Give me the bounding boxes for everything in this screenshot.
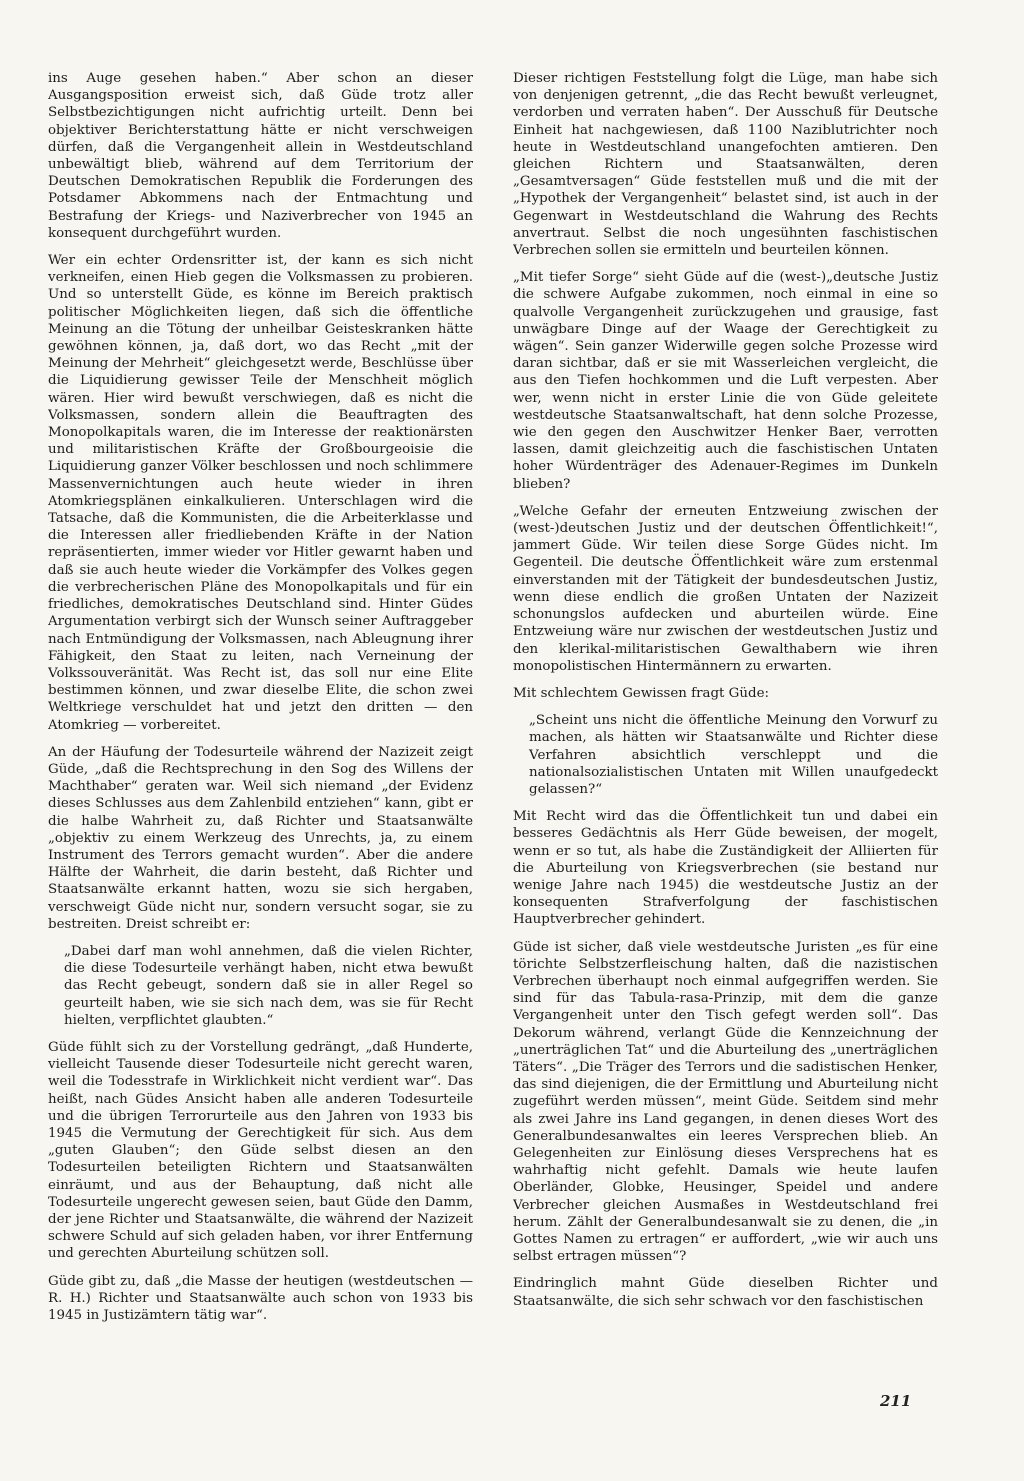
left-column xyxy=(48,70,473,1410)
paragraph: Eindringlich mahnt Güde dieselben Richter und Staatsanwälte, die sich sehr schwach vor den faschistischen xyxy=(513,1276,938,1309)
paragraph: „Mit tiefer Sorge“ sieht Güde auf die (west-)„deutsche Justiz die schwere Aufgabe zukommen, noch einmal in eine so qualvolle Vergangenheit zurückzugehen und grausige, fast unwägbare Dinge auf der Waage der Gerechtigkeit zu wägen“. Sein ganzer Widerwille gegen solche Prozesse wird daran sichtbar, daß er sie mit Wasserleichen vergleicht, die aus den Tiefen hochkommen und die Luft verpesten. Aber wer, wenn nicht in erster Linie die von Güde geleitete westdeutsche Staatsanwaltschaft, hat denn solche Prozesse, wie den gegen den Auschwitzer Henker Baer, verrotten lassen, damit gleichzeitig auch die faschistischen Untaten hoher Würdenträger des Adenauer-Regimes im Dunkeln blieben? xyxy=(513,270,938,492)
paragraph: Wer ein echter Ordensritter ist, der kann es sich nicht verkneifen, einen Hieb gegen die Volksmassen zu probieren. Und so unterstellt Güde, es könne im Bereich praktisch politischer Möglichkeiten liegen, daß sich die öffentliche Meinung an die Tötung der unheilbar Geisteskranken hätte gewöhnen können, ja, daß dort, wo das Recht „mit der Meinung der Mehrheit“ gleichgesetzt werde, Beschlüsse über die Liquidierung gewisser Teile der Menschheit möglich wären. Hier wird bewußt verschwiegen, daß es nicht die Volksmassen, sondern allein die Beauftragten des Monopolkapitals waren, die im Interesse der reaktionärsten und militaristischen Kräfte der Großbourgeoisie die Liquidierung ganzer Völker beschlossen und noch schlimmere Massenvernichtungen auch heute wieder in ihren Atomkriegsplänen einkalkulieren. Unterschlagen wird die Tatsache, daß die Kommunisten, die die Arbeiterklasse und die Interessen aller friedliebenden Kräfte in der Nation repräsentierten, immer wieder vor Hitler gewarnt haben und daß sie auch heute wieder die Vorkämpfer des Volkes gegen die verbrecherischen Pläne des Monopolkapitals und für ein friedliches, demokratisches Deutschland sind. Hinter Güdes Argumentation verbirgt sich der Wunsch seiner Auftraggeber nach Entmündigung der Volksmassen, nach Ableugnung ihrer Fähigkeit, den Staat zu leiten, nach Verneinung der Volkssouveränität. Was Recht ist, das soll nur eine Elite bestimmen können, und zwar dieselbe Elite, die schon zwei Weltkriege verschuldet hat und jetzt den dritten — den Atomkrieg — vorbereitet. xyxy=(48,253,473,733)
paragraph: Mit Recht wird das die Öffentlichkeit tun und dabei ein besseres Gedächtnis als Herr Güde beweisen, der mogelt, wenn er so tut, als habe die Zuständigkeit der Alliierten für die Aburteilung von Kriegsverbrechen (sie bestand nur wenige Jahre nach 1945) die westdeutsche Justiz an der konsequenten Strafverfolgung der faschistischen Hauptverbrecher gehindert. xyxy=(513,809,938,928)
block-quote: „Scheint uns nicht die öffentliche Meinung den Vorwurf zu machen, als hätten wir Staatsanwälte und Richter diese Verfahren absichtlich verschleppt und die nationalsozialistischen Untaten mit Willen unaufgedeckt gelassen?“ xyxy=(529,713,938,797)
paragraph: Güde ist sicher, daß viele westdeutsche Juristen „es für eine törichte Selbstzerfleischung halten, daß die nazistischen Verbrechen überhaupt noch einmal aufgegriffen werden. Sie sind für das Tabula-rasa-Prinzip, mit dem die ganze Vergangenheit unter den Tisch gefegt werden soll“. Das Dekorum während, verlangt Güde die Kennzeichnung der „unerträglichen Tat“ und die Aburteilung des „unerträglichen Täters“. „Die Träger des Terrors und die sadistischen Henker, das sind diejenigen, die der Ermittlung und Aburteilung nicht zugeführt werden müssen“, meint Güde. Seitdem sind mehr als zwei Jahre ins Land gegangen, in denen dieses Wort des Generalbundesanwaltes ein leeres Versprechen blieb. An Gelegenheiten zur Einlösung dieses Versprechens hat es wahrhaftig nicht gefehlt. Damals wie heute laufen Oberländer, Globke, Heusinger, Speidel und andere Verbrecher gleichen Ausmaßes in Westdeutschland frei herum. Zählt der Generalbundesanwalt sie zu denen, die „in Gottes Namen zu ertragen“ er auffordert, „wie wir auch uns selbst ertragen müssen“? xyxy=(513,939,938,1265)
paragraph: ins Auge gesehen haben.“ Aber schon an dieser Ausgangsposition erweist sich, daß Güde trotz aller Selbstbezichtigungen nicht aufrichtig urteilt. Denn bei objektiver Berichterstattung hätte er nicht verschweigen dürfen, daß die Vergangenheit allein in Westdeutschland unbewältigt blieb, während auf dem Territorium der Deutschen Demokratischen Republik die Forderungen des Potsdamer Abkommens nach der Entmachtung und Bestrafung der Kriegs- und Naziverbrecher von 1945 an konsequent durchgeführt wurden. xyxy=(48,71,473,241)
page-number: 211 xyxy=(880,1392,912,1410)
right-column xyxy=(513,70,938,1410)
paragraph: Mit schlechtem Gewissen fragt Güde: xyxy=(513,685,770,701)
paragraph: Güde fühlt sich zu der Vorstellung gedrängt, „daß Hunderte, vielleicht Tausende dieser Todesurteile nicht gerecht waren, weil die Todesstrafe in Wirklichkeit nicht verdient war“. Das heißt, nach Güdes Ansicht haben alle anderen Todesurteile und die übrigen Terrorurteile aus den Jahren von 1933 bis 1945 die Vermutung der Gerechtigkeit für sich. Aus dem „guten Glauben“; den Güde selbst diesen an den Todesurteilen beteiligten Richtern und Staatsanwälten einräumt, und aus der Behauptung, daß nicht alle Todesurteile ungerecht gewesen seien, baut Güde den Damm, der jene Richter und Staatsanwälte, die während der Nazizeit schwere Schuld auf sich geladen haben, vor ihrer Entfernung und gerechten Aburteilung schützen soll. xyxy=(48,1039,473,1262)
block-quote: „Dabei darf man wohl annehmen, daß die vielen Richter, die diese Todesurteile verhängt haben, nicht etwa bewußt das Recht gebeugt, sondern daß sie in aller Regel so geurteilt haben, wie sie sich nach dem, was sie für Recht hielten, verpflichtet glaubten.“ xyxy=(64,943,473,1028)
paragraph: Dieser richtigen Feststellung folgt die Lüge, man habe sich von denjenigen getrennt, „die das Recht bewußt verleugnet, verdorben und verraten haben“. Der Ausschuß für Deutsche Einheit hat nachgewiesen, daß 1100 Naziblutrichter noch heute in Westdeutschland unangefochten amtieren. Den gleichen Richtern und Staatsanwälten, deren „Gesamtversagen“ Güde feststellen muß und die mit der „Hypothek der Vergangenheit“ belastet sind, ist auch in der Gegenwart in Westdeutschland die Wahrung des Rechts anvertraut. Selbst die noch ungesühnten faschistischen Verbrechen sollen sie ermitteln und beurteilen können. xyxy=(513,71,938,259)
paragraph: „Welche Gefahr der erneuten Entzweiung zwischen der (west-)deutschen Justiz und der deutschen Öffentlichkeit!“, jammert Güde. Wir teilen diese Sorge Güdes nicht. Im Gegenteil. Die deutsche Öffentlichkeit wäre zum erstenmal einverstanden mit der Tätigkeit der bundesdeutschen Justiz, wenn diese endlich die großen Untaten der Nazizeit schonungslos aufdecken und aburteilen würde. Eine Entzweiung wäre nur zwischen der westdeutschen Justiz und den klerikal-militaristischen Gewalthabern wie ihren monopolistischen Hintermännern zu erwarten. xyxy=(513,503,938,674)
document-page xyxy=(48,70,938,1410)
paragraph: Güde gibt zu, daß „die Masse der heutigen (westdeutschen — R. H.) Richter und Staatsanwälte auch schon von 1933 bis 1945 in Justizämtern tätig war“. xyxy=(48,1273,473,1324)
paragraph: An der Häufung der Todesurteile während der Nazizeit zeigt Güde, „daß die Rechtsprechung in den Sog des Willens der Machthaber“ geraten war. Weil sich niemand „der Evidenz dieses Schlusses aus dem Zahlenbild entziehen“ kann, gibt er die halbe Wahrheit zu, daß Richter und Staatsanwälte „objektiv zu einem Werkzeug des Unrechts, ja, zu einem Instrument des Terrors gemacht wurden“. Aber die andere Hälfte der Wahrheit, die darin besteht, daß Richter und Staatsanwälte erkannt hatten, wozu sie sich hergaben, verschweigt Güde nicht nur, sondern versucht sogar, sie zu bestreiten. Dreist schreibt er: xyxy=(48,744,473,932)
